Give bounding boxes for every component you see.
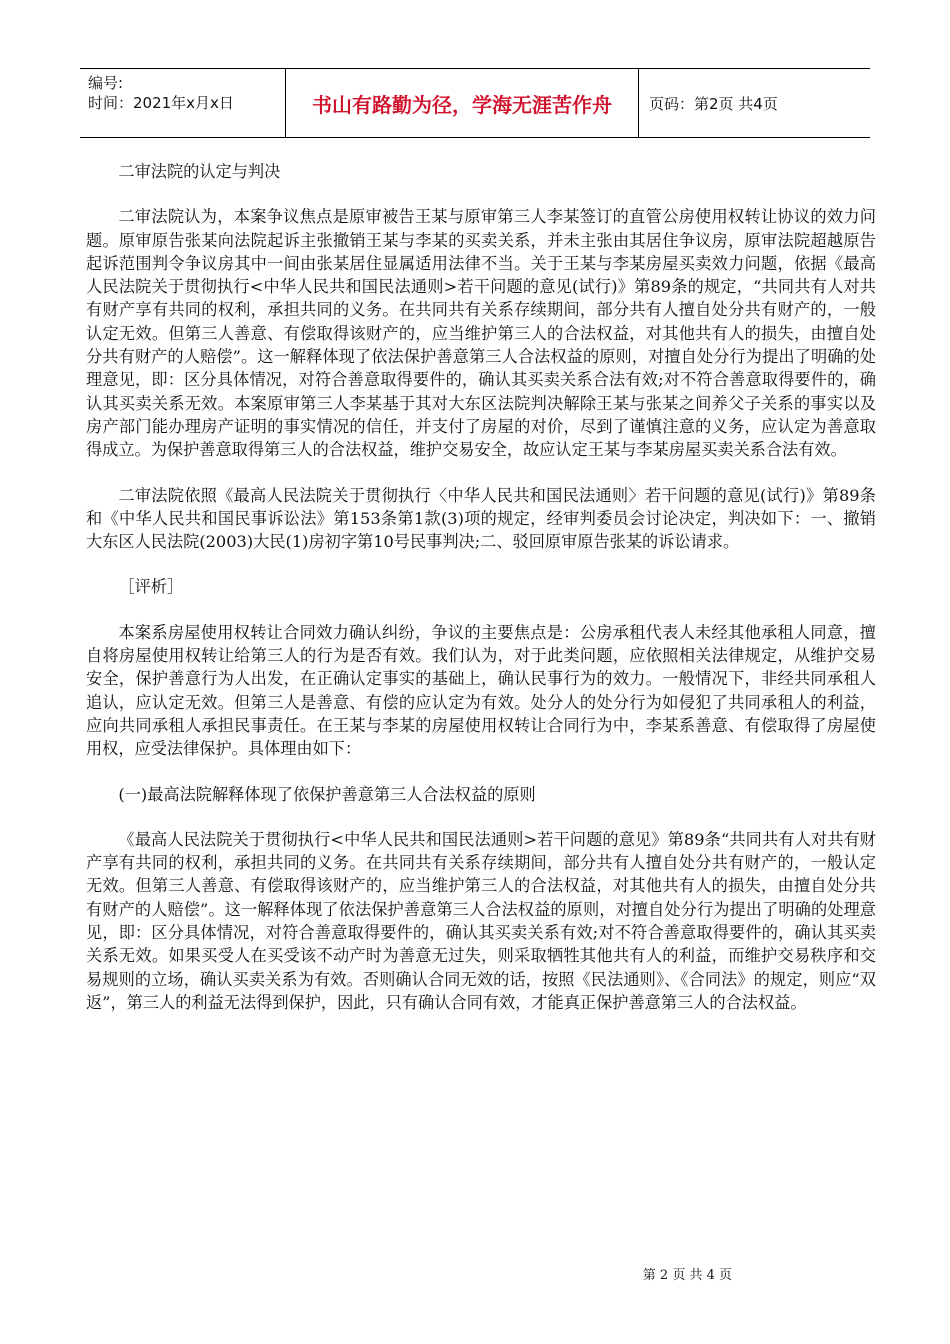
paragraph: 二审法院认为，本案争议焦点是原审被告王某与原审第三人李某签订的直管公房使用权转让协议的效力问题。原审原告张某向法院起诉主张撤销王某与李某的买卖关系，并未主张由其居住争议房，原审法院超越原告起诉范围判令争议房其中一间由张某居住显属适用法律不当。关于王某与李某房屋买卖效力问题，依据《最高人民法院关于贯彻执行<中华人民共和国民法通则>若干问题的意见(试行)》第89条的规定，“共同共有人对共有财产享有共同的权利，承担共同的义务。在共同共有关系存续期间，部分共有人擅自处分共有财产的，一般认定无效。但第三人善意、有偿取得该财产的，应当维护第三人的合法权益，对其他共有人的损失，由擅自处分共有财产的人赔偿”。这一解释体现了依法保护善意第三人合法权益的原则，对擅自处分行为提出了明确的处理意见，即：区分具体情况，对符合善意取得要件的，确认其买卖关系合法有效;对不符合善意取得要件的，确认其买卖关系无效。本案原审第三人李某基于其对大东区法院判决解除王某与张某之间养父子关系的事实以及房产部门能办理房产证明的事实情况的信任，并支付了房屋的对价，尽到了谨慎注意的义务，应认定为善意取得成立。为保护善意取得第三人的合法权益，维护交易安全，故应认定王某与李某房屋买卖关系合法有效。 [86,207,876,460]
paragraph: 二审法院依照《最高人民法院关于贯彻执行〈中华人民共和国民法通则〉若干问题的意见(试行)》第89条和《中华人民共和国民事诉讼法》第153条第1款(3)项的规定，经审判委员会讨论决定，判决如下：一、撤销大东区人民法院(2003)大民(1)房初字第10号民事判决;二、驳回原审原告张某的诉讼请求。 [86,485,876,552]
section-heading-judgment: 二审法院的认定与判决 [118,162,281,181]
paragraph: 《最高人民法院关于贯彻执行<中华人民共和国民法通则>若干问题的意见》第89条“共同共有人对共有财产享有共同的权利，承担共同的义务。在共同共有关系存续期间，部分共有人擅自处分共有财产的，一般认定无效。但第三人善意、有偿取得该财产的，应当维护第三人的合法权益，对其他共有人的损失，由擅自处分共有财产的人赔偿”。这一解释体现了依法保护善意第三人合法权益的原则，对擅自处分行为提出了明确的处理意见，即：区分具体情况，对符合善意取得要件的，确认其买卖关系有效;对不符合善意取得要件的，确认其买卖关系无效。如果买受人在买受该不动产时为善意无过失，则采取牺牲其他共有人的利益，而维护交易秩序和交易规则的立场，确认买卖关系为有效。否则确认合同无效的话，按照《民法通则》、《合同法》的规定，则应“双返”，第三人的利益无法得到保护，因此，只有确认合同有效，才能真正保护善意第三人的合法权益。 [86,829,876,1012]
header-page-number: 页码：第2页 共4页 [649,94,778,113]
document-number-label: 编号: [88,74,124,92]
subsection-heading: (一)最高法院解释体现了依保护善意第三人合法权益的原则 [118,784,536,804]
page-footer: 第 2 页 共 4 页 [642,1268,732,1283]
header-motto: 书山有路勤为径，学海无涯苦作舟 [286,69,639,137]
paragraph: 本案系房屋使用权转让合同效力确认纠纷，争议的主要焦点是：公房承租代表人未经其他承租人同意，擅自将房屋使用权转让给第三人的行为是否有效。我们认为，对于此类问题，应依照相关法律规定，从维护交易安全，保护善意行为人出发，在正确认定事实的基础上，确认民事行为的效力。一般情况下，非经共同承租人追认，应认定无效。但第三人是善意、有偿的应认定为有效。处分人的处分行为如侵犯了共同承租人的利益，应向共同承租人承担民事责任。在王某与李某的房屋使用权转让合同行为中，李某系善意、有偿取得了房屋使用权，应受法律保护。具体理由如下： [86,622,876,759]
document-body [86,160,876,1036]
document-date-label: 时间：2021年x月x日 [88,94,234,112]
page-header [80,68,870,138]
header-meta [80,69,286,137]
section-heading-analysis: ［评析］ [118,577,184,597]
